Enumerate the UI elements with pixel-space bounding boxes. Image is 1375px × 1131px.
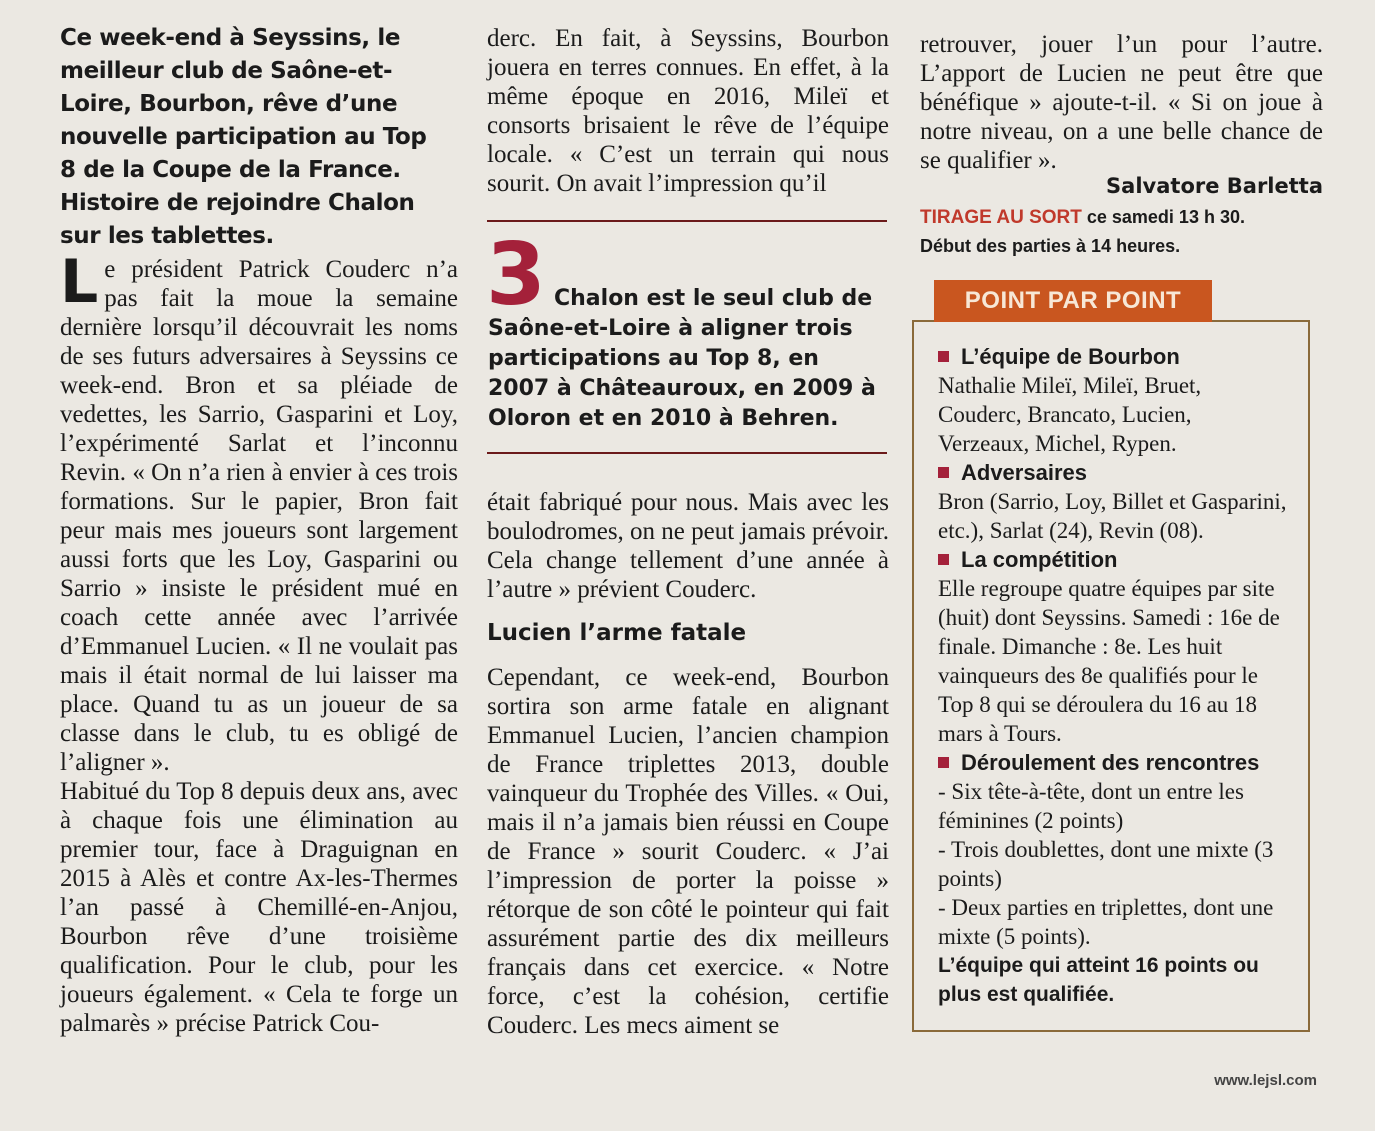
- debut-text: Début des parties à 14 heures.: [920, 236, 1181, 256]
- rencontre-line: - Deux parties en triplettes, dont une mixte (5 points).: [938, 895, 1274, 949]
- column-1: [60, 247, 458, 1038]
- paragraph-1-text: e président Patrick Couderc n’a pas fait la moue la semaine dernière lorsqu’il découvrait les noms de ses futurs adversaires à Seyssins ce week-end. Bron et sa pléiade de vedettes, les Sarrio, Gasparini et Loy, l’expérimenté Sarlat et l’inconnu Revin. « On n’a rien à envier à ces trois formations. Sur le papier, Bron fait peur mais mes joueurs sont largement aussi forts que les Loy, Gasparini ou Sarrio » insiste le président mué en coach cette année avec l’arrivée d’Emmanuel Lucien. « Il ne voulait pas mais il était normal de lui laisser ma place. Quand tu as un joueur de sa classe dans le club, tu es obligé de l’aligner ».: [60, 256, 458, 776]
- tirage-time: ce samedi 13 h 30.: [1086, 207, 1245, 227]
- section-text-equipe: Nathalie Mileï, Mileï, Bruet, Couderc, Brancato, Lucien, Verzeaux, Michel, Rypen.: [938, 373, 1202, 456]
- qualification-rule: L’équipe qui atteint 16 points ou plus est qualifiée.: [938, 954, 1259, 1006]
- column-3-top: retrouver, jouer l’un pour l’autre. L’apport de Lucien ne peut être que bénéfique » ajoute-t-il. « Si on joue à notre niveau, on a une belle chance de se qualifier ».: [920, 31, 1323, 174]
- author-signature: Salvatore Barletta: [1106, 174, 1323, 198]
- section-text-competition: Elle regroupe quatre équipes par site (huit) dont Seyssins. Samedi : 16e de finale. Dimanche : 8e. Les huit vainqueurs des 8e qualifiés pour le Top 8 qui se déroulera du 16 au 18 mars à Tours.: [938, 576, 1280, 746]
- square-bullet-icon: [938, 467, 949, 478]
- section-head-equipe: [938, 342, 1288, 371]
- section-head-text: La compétition: [961, 547, 1118, 572]
- factbox-text: Chalon est le seul club de Saône-et-Loire à aligner trois participations au Top 8, en 2007 à Châteauroux, en 2009 à Oloron et en 2010 à Behren.: [488, 286, 876, 431]
- section-head-text: Déroulement des rencontres: [961, 750, 1260, 775]
- paragraph-1: [60, 247, 458, 777]
- square-bullet-icon: [938, 554, 949, 565]
- tirage-info: [920, 203, 1323, 260]
- column-2-continued: était fabriqué pour nous. Mais avec les boulodromes, on ne peut jamais prévoir. Cela change tellement d’une année à l’autre » prévient Couderc.: [487, 489, 890, 603]
- tirage-label: TIRAGE AU SORT: [920, 207, 1082, 228]
- factbox-bottom-rule: [487, 452, 887, 454]
- factbox-number: 3: [486, 225, 546, 325]
- column-2-top: derc. En fait, à Seyssins, Bourbon jouera en terres connues. En effet, à la même époque en 2016, Mileï et consorts brisaient le rêve de l’équipe locale. « C’est un terrain qui nous sourit. On avait l’impression qu’il: [487, 25, 889, 197]
- footer-url: www.lejsl.com: [1214, 1072, 1317, 1089]
- square-bullet-icon: [938, 757, 949, 768]
- rencontre-line: - Six tête-à-tête, dont un entre les féminines (2 points): [938, 779, 1244, 833]
- point-par-point-tab: POINT PAR POINT: [934, 280, 1212, 322]
- section-head-text: Adversaires: [961, 460, 1087, 485]
- paragraph-2: Habitué du Top 8 depuis deux ans, avec à chaque fois une élimination au premier tour, face à Draguignan en 2015 à Alès et contre Ax-les-Thermes l’an passé à Chemillé-en-Anjou, Bourbon rêve d’une troisième qualification. Pour le club, pour les joueurs également. « Cela te forge un palmarès » précise Patrick Cou-: [60, 778, 458, 1037]
- point-par-point-content: [938, 342, 1288, 1009]
- section-head-deroulement: [938, 748, 1288, 777]
- square-bullet-icon: [938, 351, 949, 362]
- article-lead: Ce week-end à Seyssins, le meilleur club de Saône-et-Loire, Bourbon, rêve d’une nouvelle participation au Top 8 de la Coupe de la France. Histoire de rejoindre Chalon sur les tablettes.: [60, 25, 427, 249]
- subheading: Lucien l’arme fatale: [487, 620, 747, 646]
- section-head-competition: [938, 545, 1288, 574]
- column-2-paragraph: Cependant, ce week-end, Bourbon sortira son arme fatale en alignant Emmanuel Lucien, l’ancien champion de France triplettes 2013, double vainqueur du Trophée des Villes. « Oui, mais il n’a jamais bien réussi en Coupe de France » sourit Couderc. « J’ai l’impression de porter la poisse » rétorque de son côté le pointeur qui fait assurément partie des dix meilleurs français dans cet exercice. « Notre force, c’est la cohésion, certifie Couderc. Les mecs aiment se: [487, 664, 889, 1039]
- section-head-adversaires: [938, 458, 1288, 487]
- section-text-adversaires: Bron (Sarrio, Loy, Billet et Gasparini, etc.), Sarlat (24), Revin (08).: [938, 489, 1287, 543]
- drop-cap: L: [60, 247, 99, 317]
- rencontre-line: - Trois doublettes, dont une mixte (3 points): [938, 837, 1274, 891]
- factbox-top-rule: [487, 220, 887, 222]
- section-head-text: L’équipe de Bourbon: [961, 344, 1180, 369]
